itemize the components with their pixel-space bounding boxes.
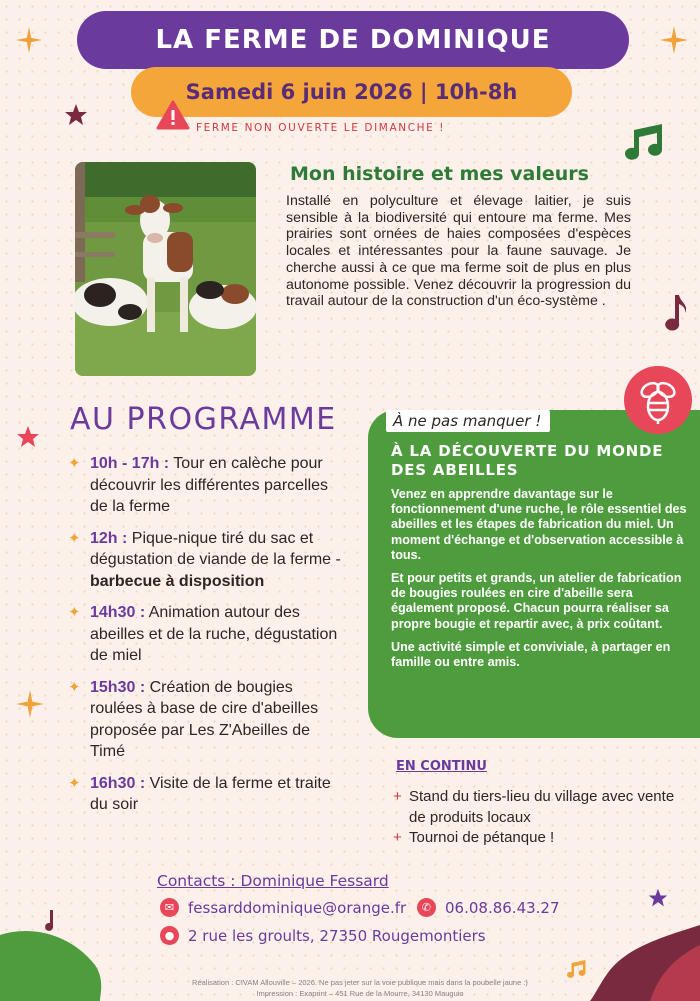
highlight-text (391, 487, 691, 678)
contacts-title: Contacts : Dominique Fessard (157, 872, 389, 890)
sparkle-bullet-icon: ✦ (68, 678, 81, 696)
programme-text: Tour en calèche pour découvrir les différentes parcelles de la ferme (90, 455, 329, 515)
plus-bullet-icon: + (393, 788, 402, 805)
continu-item-text: Tournoi de pétanque ! (409, 829, 555, 846)
cows-photo (75, 162, 256, 376)
programme-bold-text: barbecue à disposition (90, 572, 265, 590)
highlight-tag: À ne pas manquer ! (386, 410, 550, 432)
programme-title: AU PROGRAMME (70, 402, 337, 437)
programme-text: Visite de la ferme et traite du soir (90, 774, 331, 813)
story-text: Installé en polyculture et élevage laitier, je suis sensible à la biodiversité qui entoure ma ferme. Mes prairies sont ornées de haies composées d'espèces locales et intéressantes pour la faune sauvage. Je cherche aussi à ce que ma ferme soit de plus en plus autonome possible. Venez découvrir la progression du travail autour de la construction d'un éco-système . (286, 193, 631, 310)
contact-address (160, 926, 486, 945)
continu-item-text: Stand du tiers-lieu du village avec vente de produits locaux (409, 788, 675, 826)
email-icon: ✉ (160, 898, 179, 917)
page-title: LA FERME DE DOMINIQUE (77, 11, 629, 69)
continu-list (393, 787, 683, 849)
warning-icon (156, 100, 190, 130)
star-icon (64, 103, 88, 127)
continu-item (393, 828, 683, 849)
sparkle-bullet-icon: ✦ (68, 774, 81, 792)
closed-note: FERME NON OUVERTE LE DIMANCHE ! (196, 122, 446, 134)
programme-time: 16h30 : (90, 774, 146, 792)
sparkle-bullet-icon: ✦ (68, 455, 81, 472)
music-note-icon (44, 910, 58, 932)
highlight-title: À LA DÉCOUVERTE DU MONDE DES ABEILLES (391, 442, 664, 479)
music-note-icon (665, 295, 689, 331)
continu-title: EN CONTINU (396, 759, 487, 774)
story-title: Mon histoire et mes valeurs (290, 163, 589, 185)
contact-phone[interactable] (417, 898, 560, 917)
programme-list (68, 453, 348, 826)
sparkle-icon (16, 27, 42, 53)
sparkle-icon (660, 26, 688, 54)
programme-item (68, 602, 348, 667)
bee-icon (624, 366, 692, 434)
highlight-paragraph: Une activité simple et conviviale, à partager en famille ou entre amis. (391, 639, 671, 670)
programme-item (68, 677, 348, 763)
programme-time: 10h - 17h : (90, 455, 170, 472)
plus-bullet-icon: + (393, 829, 402, 846)
music-note-icon (566, 960, 588, 978)
programme-text: Animation autour des abeilles et de la ruche, dégustation de miel (90, 604, 338, 664)
bee-badge (624, 366, 692, 434)
address-text: 2 rue les groults, 27350 Rougemontiers (188, 926, 486, 945)
programme-text: Création de bougies roulées à base de cire d'abeilles proposée par Les Z'Abeilles de Timé (90, 678, 319, 760)
programme-item (68, 773, 348, 816)
footer (140, 977, 580, 999)
programme-item (68, 528, 348, 593)
email-text[interactable]: fessarddominique@orange.fr (188, 898, 407, 917)
highlight-paragraph: Venez en apprendre davantage sur le fonctionnement d'une ruche, le rôle essentiel des abeilles et les étapes de fabrication du miel. Un moment d'échange et d'observation accessible à tous. (391, 487, 687, 562)
continu-item (393, 787, 683, 828)
programme-item (68, 453, 348, 518)
footer-line: Impression : Exaprint – 451 Rue de la Mourre, 34130 Mauguio (256, 989, 464, 998)
star-icon (16, 425, 40, 449)
programme-time: 14h30 : (90, 604, 146, 621)
highlight-paragraph: Et pour petits et grands, un atelier de fabrication de bougies roulées en cire d'abeille sera également proposé. Chacun pourra réaliser sa propre bougie et repartir avec, à prix coûtant. (391, 571, 682, 631)
sparkle-bullet-icon: ✦ (68, 529, 81, 547)
contact-email[interactable] (160, 898, 406, 917)
sparkle-bullet-icon: ✦ (68, 604, 81, 621)
music-note-icon (624, 124, 666, 160)
decor-blob-bottom-left (0, 925, 110, 1001)
decor-blob-bottom-right (580, 925, 700, 1001)
location-pin-icon: ● (160, 926, 179, 945)
phone-icon: ✆ (417, 898, 436, 917)
programme-time: 12h : (90, 529, 128, 547)
footer-line: Réalisation : CIVAM Allouville – 2026. Ne pas jeter sur la voie publique mais dans la poubelle jaune :) (192, 978, 528, 987)
star-icon (648, 888, 668, 908)
sparkle-icon (16, 690, 44, 718)
programme-text: Pique-nique tiré du sac et dégustation de viande de la ferme - (90, 529, 341, 568)
event-date: Samedi 6 juin 2026 | 10h-8h (131, 67, 572, 117)
phone-text[interactable]: 06.08.86.43.27 (445, 898, 560, 917)
programme-time: 15h30 : (90, 678, 146, 696)
